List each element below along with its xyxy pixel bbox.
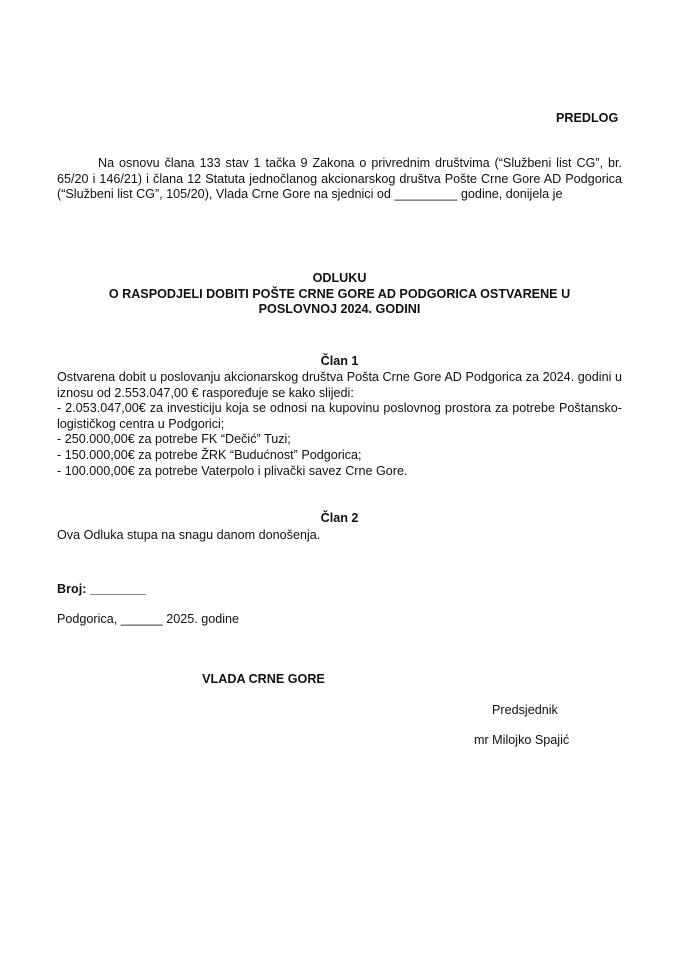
article-2-heading: Član 2 (320, 511, 359, 525)
article-1-heading: Član 1 (320, 354, 359, 368)
preamble-paragraph: Na osnovu člana 133 stav 1 tačka 9 Zakona o privrednim društvima (“Službeni list CG”, br. 65/20 i 146/21) i člana 12 Statuta jednočlanog akcionarskog društva Pošte Crne Gore AD Podgorica (“Službeni list CG”, 105/20), Vlada Crne Gore na sjednici od _________ godine, donijela je (57, 156, 622, 202)
article-1-intro: Ostvarena dobit u poslovanju akcionarskog društva Pošta Crne Gore AD Podgorica za 2024. godini u iznosu od 2.553.047,00 € raspoređuje se kako slijedi: (57, 370, 622, 400)
decision-title (57, 271, 622, 318)
list-item: - 100.000,00€ za potrebe Vaterpolo i plivački savez Crne Gore. (57, 463, 408, 478)
proposal-label: PREDLOG (556, 111, 619, 125)
list-item: - 250.000,00€ za potrebe FK “Dečić” Tuzi; (57, 432, 291, 447)
government-name: VLADA CRNE GORE (202, 672, 325, 686)
signatory-name: mr Milojko Spajić (474, 733, 570, 747)
document-number: Broj: ________ (57, 582, 146, 596)
list-item: - 2.053.047,00€ za investiciju koja se odnosi na kupovinu poslovnog prostora za potrebe Poštansko-logističkog centra u Podgorici; (57, 401, 622, 431)
title-line-3: POSLOVNOJ 2024. GODINI (258, 302, 421, 317)
list-item: - 150.000,00€ za potrebe ŽRK “Budućnost” Podgorica; (57, 447, 362, 462)
signatory-role: Predsjednik (492, 703, 558, 717)
article-1-body (57, 370, 622, 479)
title-line-1: ODLUKU (312, 271, 367, 285)
title-line-2: O RASPODJELI DOBITI POŠTE CRNE GORE AD PODGORICA OSTVARENE U (108, 286, 571, 301)
place-date: Podgorica, ______ 2025. godine (57, 612, 240, 626)
article-2-text: Ova Odluka stupa na snagu danom donošenja. (57, 528, 321, 542)
